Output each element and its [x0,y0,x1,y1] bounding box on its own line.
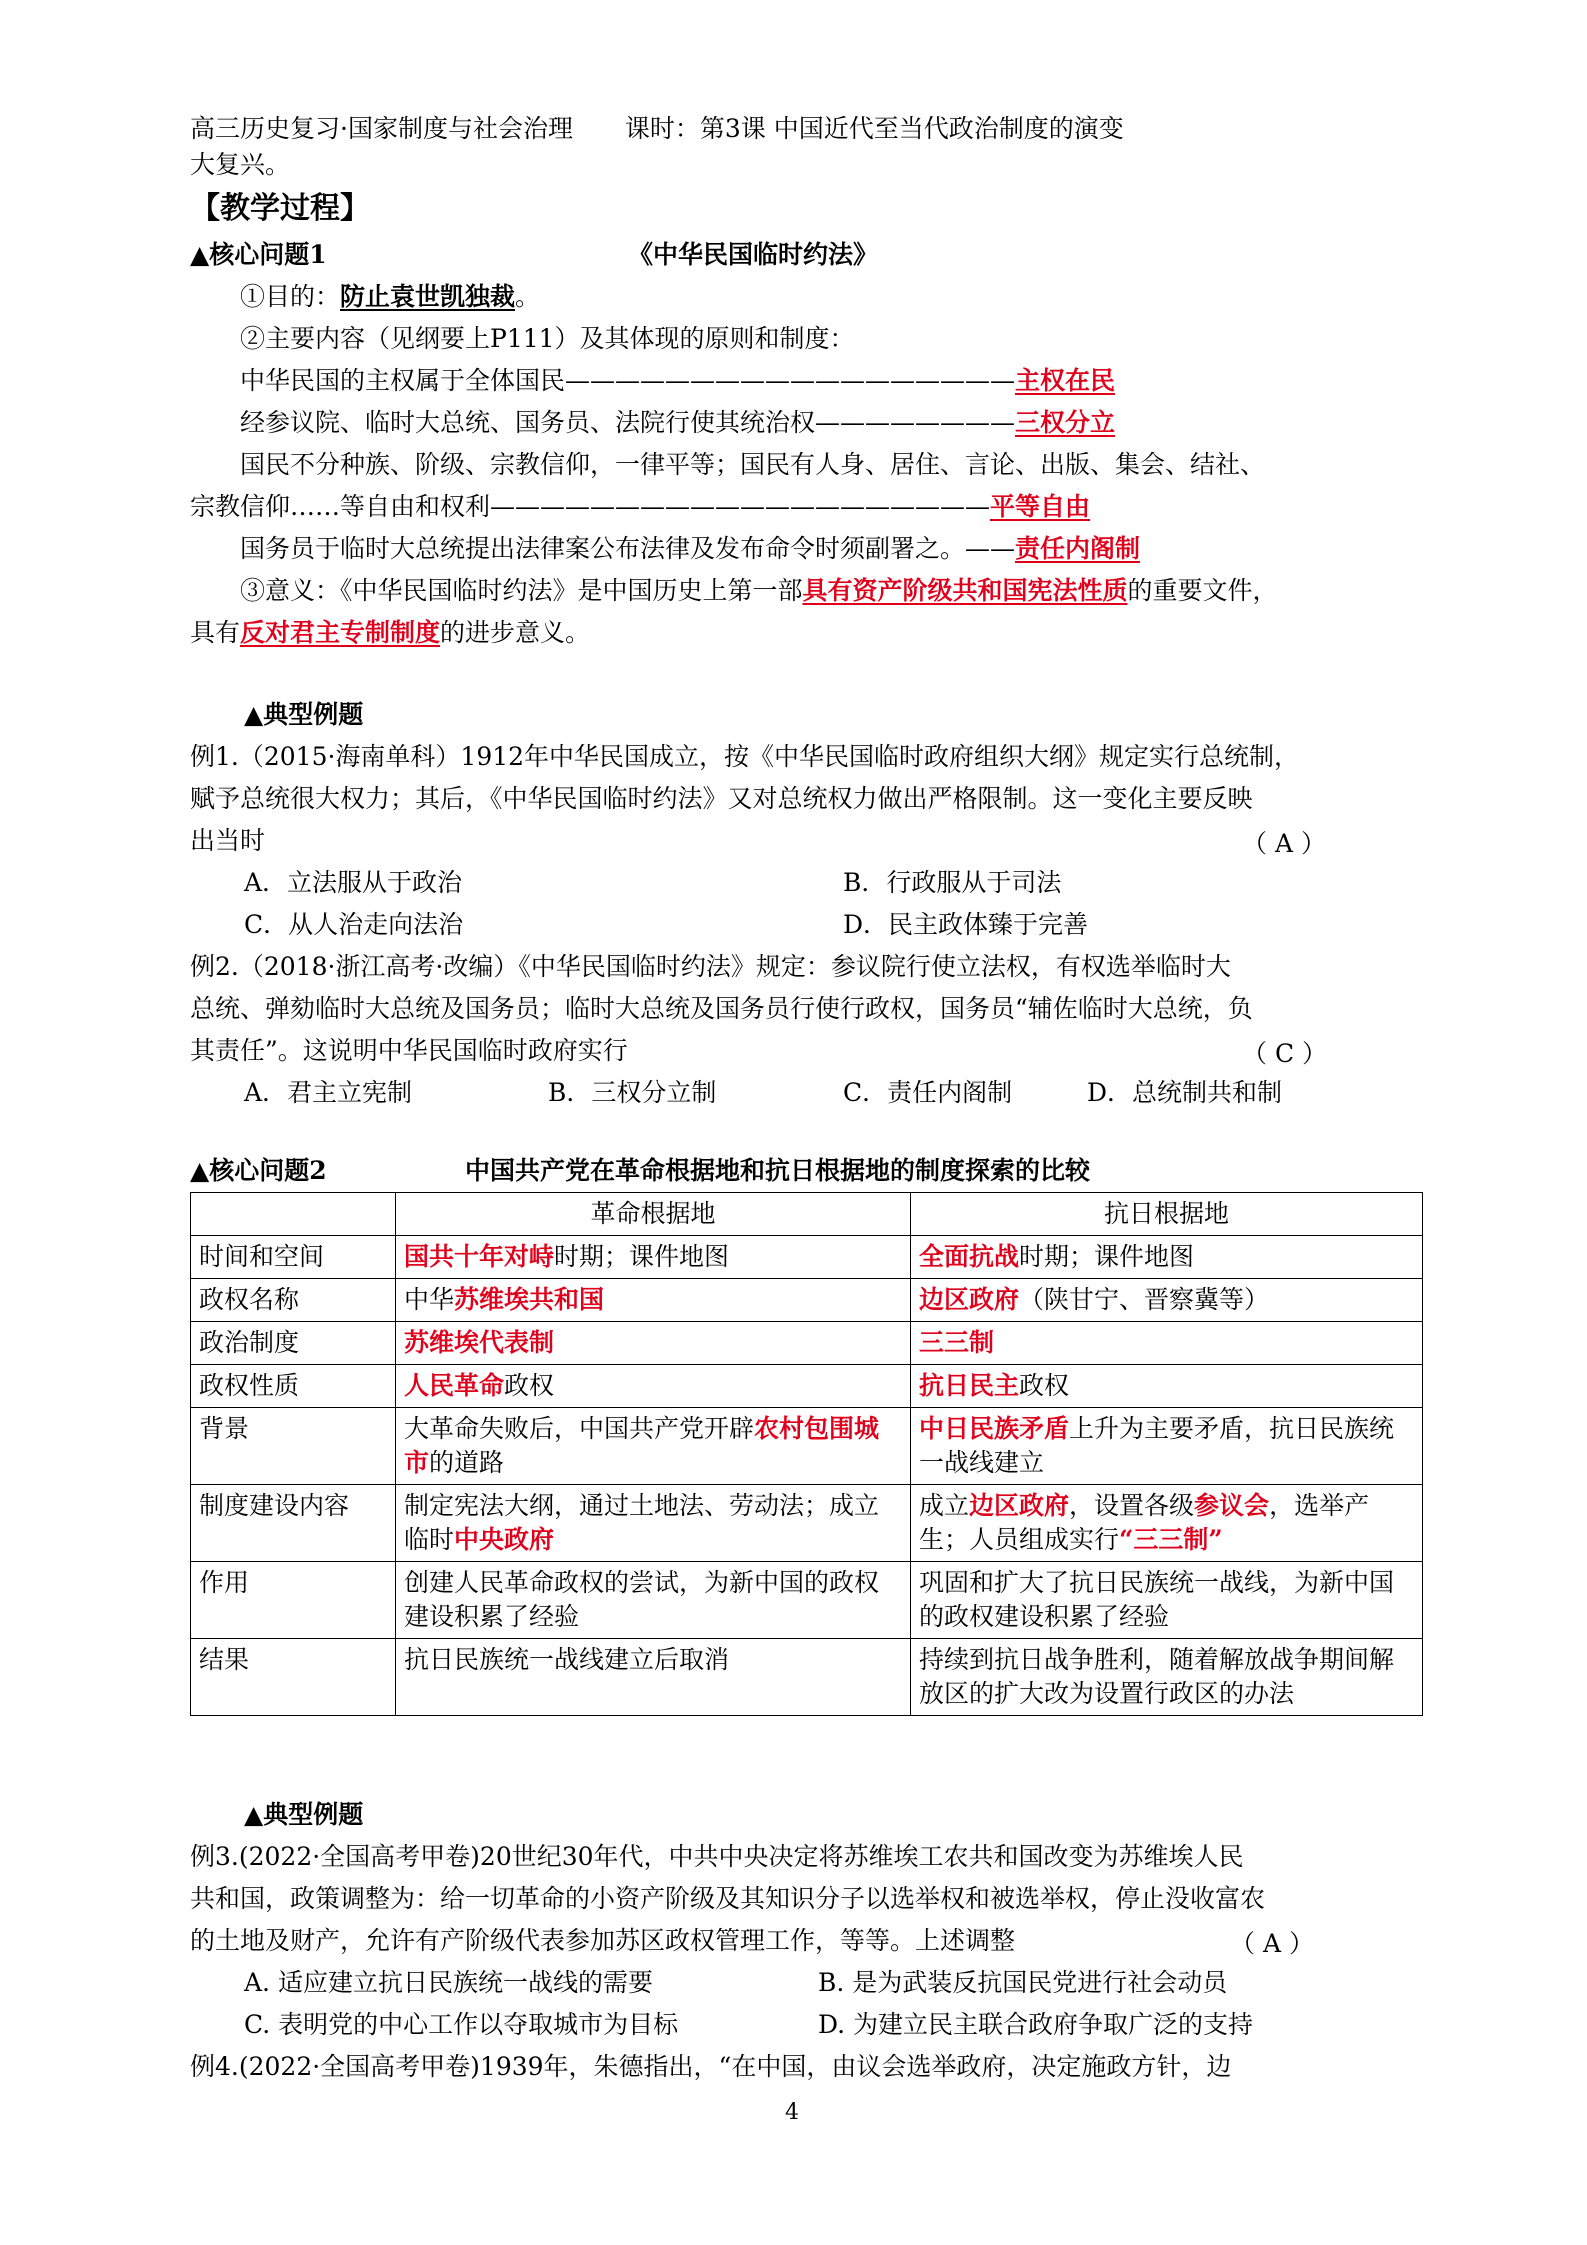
cell-text: 的道路 [429,1448,505,1477]
answer-text: 三三制 [919,1328,995,1357]
cell-text: 制定宪法大纲，通过土地法、劳动法；成立临时 [404,1491,880,1554]
answer-text: 边区政府 [969,1491,1070,1520]
cell-text: 上升为主要矛盾，抗日民族统一战线建立 [919,1414,1395,1477]
cell-revolutionary-base [396,1279,911,1322]
cell-anti-japanese-base [911,1408,1423,1485]
ex1-answer: （ A ） [1242,829,1326,858]
cell-text: 成立 [919,1491,970,1520]
cell-anti-japanese-base [911,1639,1423,1716]
ex3-option-c: C. 表明党的中心工作以夺取城市为目标 [244,2010,679,2039]
significance-text: 的重要文件， [1127,576,1278,605]
cell-revolutionary-base [396,1322,911,1365]
answer-cabinet: 责任内阁制 [1015,534,1141,563]
answer-text: 苏维埃共和国 [454,1285,605,1314]
answer-text: 人民革命 [404,1371,505,1400]
core1-row-separation [240,406,1115,440]
ex2-line2: 总统、弹劾临时大总统及国务员；临时大总统及国务员行使行政权，国务员“辅佐临时大总统，负 [190,994,1253,1023]
continuation-text: 大复兴。 [190,150,291,179]
core1-label: ▲核心问题1 [190,240,327,269]
answer-text: 全面抗战 [919,1242,1020,1271]
ex2-line1: 例2.（2018·浙江高考·改编）《中华民国临时约法》规定：参议院行使立法权，有权选举临时大 [190,952,1231,981]
row-label: 结果 [191,1639,396,1716]
ex1-option-b: B．行政服从于司法 [843,868,1062,897]
row-label: 作用 [191,1562,396,1639]
ex3-line1: 例3.(2022·全国高考甲卷)20世纪30年代，中共中央决定将苏维埃工农共和国改变为苏维埃人民 [190,1842,1244,1871]
significance-answer-1: 具有资产阶级共和国宪法性质 [802,576,1128,605]
cell-anti-japanese-base [911,1485,1423,1562]
header-left: 高三历史复习·国家制度与社会治理 [190,114,573,143]
significance-answer-2: 反对君主专制制度 [240,618,441,647]
row-text: 中华民国的主权属于全体国民—————————————————— [240,366,1016,395]
cell-text: 抗日民族统一战线建立后取消 [404,1645,730,1674]
ex2-option-c: C．责任内阁制 [843,1078,1013,1107]
answer-text: 苏维埃代表制 [404,1328,555,1357]
answer-equality: 平等自由 [990,492,1091,521]
cell-text: 政权 [504,1371,555,1400]
core2-title: 中国共产党在革命根据地和抗日根据地的制度探索的比较 [465,1156,1091,1185]
row-label: 制度建设内容 [191,1485,396,1562]
cell-anti-japanese-base [911,1322,1423,1365]
row-label: 政权性质 [191,1365,396,1408]
table-row [191,1236,1423,1279]
row-label: 背景 [191,1408,396,1485]
row-text: 宗教信仰……等自由和权利———————————————————— [190,492,991,521]
cell-anti-japanese-base [911,1365,1423,1408]
answer-sovereignty: 主权在民 [1015,366,1116,395]
ex2-option-b: B．三权分立制 [548,1078,717,1107]
answer-text: 参议会 [1194,1491,1270,1520]
table-header-row [191,1193,1423,1236]
row-label: 政治制度 [191,1322,396,1365]
purpose-end: 。 [515,282,541,311]
significance-text: 具有 [190,618,241,647]
ex2-line3: 其责任”。这说明中华民国临时政府实行 [190,1036,628,1065]
significance-text: 的进步意义。 [440,618,591,647]
row-label: 时间和空间 [191,1236,396,1279]
cell-revolutionary-base [396,1639,911,1716]
table-row [191,1639,1423,1716]
examples1-title: ▲典型例题 [244,700,364,729]
ex1-option-c: C．从人治走向法治 [244,910,464,939]
row-text: 经参议院、临时大总统、国务员、法院行使其统治权———————— [240,408,1016,437]
cell-anti-japanese-base [911,1562,1423,1639]
answer-text: 中日民族矛盾 [919,1414,1070,1443]
page-number: 4 [785,2100,799,2125]
ex1-option-a: A．立法服从于政治 [244,868,463,897]
cell-revolutionary-base [396,1485,911,1562]
page-header [190,112,1124,146]
core1-significance-line2 [190,616,590,650]
core1-row-sovereignty [240,364,1115,398]
comparison-table [190,1192,1423,1716]
cell-revolutionary-base [396,1408,911,1485]
ex2-option-d: D．总统制共和制 [1087,1078,1283,1107]
core1-row-cabinet [240,532,1140,566]
core2-label: ▲核心问题2 [190,1156,327,1185]
cell-revolutionary-base [396,1562,911,1639]
cell-text: 创建人民革命政权的尝试，为新中国的政权建设积累了经验 [404,1568,880,1631]
table-header-cell: 革命根据地 [396,1193,911,1236]
answer-separation: 三权分立 [1015,408,1116,437]
table-row [191,1408,1423,1485]
table-row [191,1365,1423,1408]
table-header-cell: 抗日根据地 [911,1193,1423,1236]
cell-text: ，选举产生；人员组成实行 [919,1491,1370,1554]
ex4-line1: 例4.(2022·全国高考甲卷)1939年，朱德指出，“在中国，由议会选举政府，决定施政方针，边 [190,2052,1232,2081]
answer-text: 农村包围城市 [404,1414,880,1477]
cell-revolutionary-base [396,1236,911,1279]
ex3-option-a: A. 适应建立抗日民族统一战线的需要 [244,1968,653,1997]
examples2-title: ▲典型例题 [244,1800,364,1829]
cell-revolutionary-base [396,1365,911,1408]
ex3-option-d: D. 为建立民主联合政府争取广泛的支持 [818,2010,1254,2039]
ex3-line2: 共和国，政策调整为：给一切革命的小资产阶级及其知识分子以选举权和被选举权，停止没收富农 [190,1884,1266,1913]
table-row [191,1562,1423,1639]
significance-text: ③意义：《中华民国临时约法》是中国历史上第一部 [240,576,803,605]
core1-significance-line1 [240,574,1278,608]
table-row [191,1485,1423,1562]
row-label: 政权名称 [191,1279,396,1322]
ex1-option-d: D．民主政体臻于完善 [843,910,1089,939]
header-right: 课时：第3课 中国近代至当代政治制度的演变 [624,114,1124,143]
answer-text: “三三制” [1119,1525,1223,1554]
table-row [191,1279,1423,1322]
cell-text: 时期；课件地图 [554,1242,730,1271]
table-row [191,1322,1423,1365]
cell-text: 巩固和扩大了抗日民族统一战线，为新中国的政权建设积累了经验 [919,1568,1395,1631]
ex3-line3: 的土地及财产，允许有产阶级代表参加苏区政权管理工作，等等。上述调整 [190,1926,1016,1955]
ex1-line3: 出当时 [190,826,266,855]
answer-text: 中央政府 [454,1525,555,1554]
core1-title: 《中华民国临时约法》 [628,240,879,269]
core1-purpose [240,280,540,314]
answer-text: 国共十年对峙 [404,1242,555,1271]
ex2-option-a: A．君主立宪制 [244,1078,413,1107]
ex3-answer: （ A ） [1230,1929,1314,1958]
core1-content-label: ②主要内容（见纲要上P111）及其体现的原则和制度： [240,324,855,353]
ex3-option-b: B. 是为武装反抗国民党进行社会动员 [818,1968,1228,1997]
core1-equality-line1: 国民不分种族、阶级、宗教信仰，一律平等；国民有人身、居住、言论、出版、集会、结社、 [240,450,1266,479]
table-header-cell [191,1193,396,1236]
ex1-line1: 例1.（2015·海南单科）1912年中华民国成立，按《中华民国临时政府组织大纲》规定实行总统制， [190,742,1300,771]
cell-text: 大革命失败后，中国共产党开辟 [404,1414,755,1443]
core1-row-equality [190,490,1090,524]
row-text: 国务员于临时大总统提出法律案公布法律及发布命令时须副署之。—— [240,534,1016,563]
cell-text: 持续到抗日战争胜利，随着解放战争期间解放区的扩大改为设置行政区的办法 [919,1645,1395,1708]
cell-text: 时期；课件地图 [1019,1242,1195,1271]
ex1-line2: 赋予总统很大权力；其后，《中华民国临时约法》又对总统权力做出严格限制。这一变化主要反映 [190,784,1253,813]
cell-text: 中华 [404,1285,455,1314]
answer-text: 抗日民主 [919,1371,1020,1400]
purpose-label: ①目的： [240,282,341,311]
answer-text: 边区政府 [919,1285,1020,1314]
cell-text: ，设置各级 [1069,1491,1195,1520]
cell-text: 政权 [1019,1371,1070,1400]
section-title: 【教学过程】 [190,191,370,226]
cell-anti-japanese-base [911,1279,1423,1322]
cell-anti-japanese-base [911,1236,1423,1279]
cell-text: （陕甘宁、晋察冀等） [1019,1285,1270,1314]
ex2-answer: （ C ） [1242,1039,1328,1068]
purpose-value: 防止袁世凯独裁 [340,282,516,311]
